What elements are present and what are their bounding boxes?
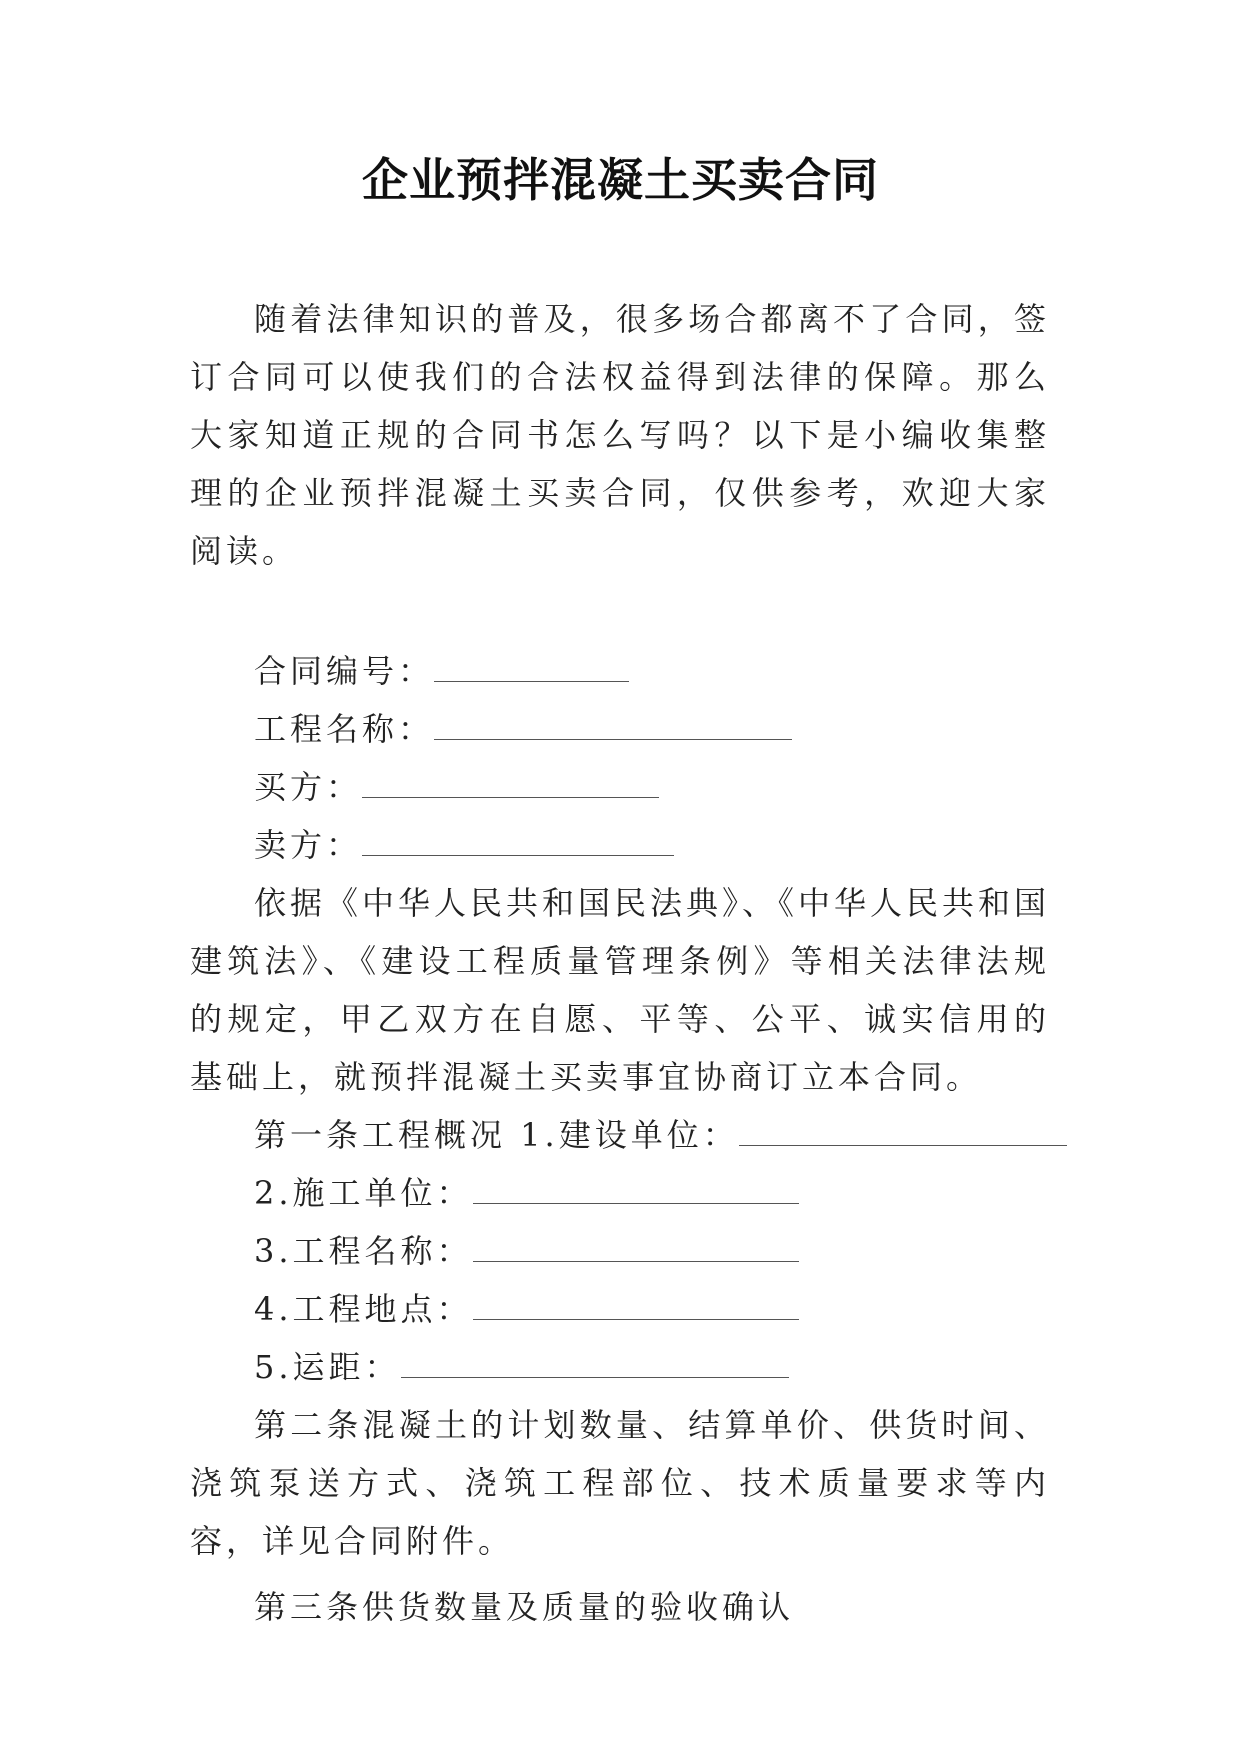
intro-paragraph: 随着法律知识的普及，很多场合都离不了合同，签订合同可以使我们的合法权益得到法律的保障。那么大家知道正规的合同书怎么写吗？以下是小编收集整理的企业预拌混凝土买卖合同，仅供参考，欢迎大家阅读。 bbox=[190, 300, 1050, 570]
article1-heading: 第一条工程概况 1.建设单位： bbox=[254, 1116, 739, 1154]
seller-field bbox=[190, 816, 1050, 874]
contract-number-blank[interactable] bbox=[434, 659, 629, 682]
construction-unit-blank[interactable] bbox=[739, 1123, 1067, 1146]
spacer bbox=[190, 580, 1050, 642]
article3-heading: 第三条供货数量及质量的验收确认 bbox=[254, 1588, 795, 1626]
article1-project-name-blank[interactable] bbox=[473, 1239, 799, 1262]
document-title: 企业预拌混凝土买卖合同 bbox=[362, 153, 879, 207]
project-name-field bbox=[190, 700, 1050, 758]
project-location-blank[interactable] bbox=[473, 1297, 799, 1320]
article2-paragraph: 第二条混凝土的计划数量、结算单价、供货时间、浇筑泵送方式、浇筑工程部位、技术质量要求等内容，详见合同附件。 bbox=[190, 1406, 1050, 1560]
transport-distance-blank[interactable] bbox=[401, 1355, 789, 1378]
article1-item-field bbox=[190, 1164, 1050, 1222]
article1-heading-field bbox=[190, 1106, 1050, 1164]
project-name-label: 工程名称： bbox=[254, 710, 435, 748]
contract-number-label: 合同编号： bbox=[254, 652, 435, 690]
article1-item-field bbox=[190, 1222, 1050, 1280]
article1-item-field bbox=[190, 1280, 1050, 1338]
project-name-blank[interactable] bbox=[434, 717, 792, 740]
seller-blank[interactable] bbox=[362, 833, 674, 856]
article1-item-label: 3.工程名称： bbox=[254, 1232, 473, 1270]
article1-item-label: 5.运距： bbox=[254, 1348, 401, 1386]
contract-number-field bbox=[190, 642, 1050, 700]
legal-basis-paragraph: 依据《中华人民共和国民法典》、《中华人民共和国建筑法》、《建设工程质量管理条例》等相关法律法规的规定，甲乙双方在自愿、平等、公平、诚实信用的基础上，就预拌混凝土买卖事宜协商订立本合同。 bbox=[190, 884, 1051, 1096]
article1-item-label: 2.施工单位： bbox=[254, 1174, 473, 1212]
seller-label: 卖方： bbox=[254, 826, 363, 864]
document-body bbox=[190, 290, 1050, 1636]
buyer-field bbox=[190, 758, 1050, 816]
buyer-blank[interactable] bbox=[362, 775, 659, 798]
contractor-unit-blank[interactable] bbox=[473, 1181, 799, 1204]
article1-item-label: 4.工程地点： bbox=[254, 1290, 473, 1328]
article1-item-field bbox=[190, 1338, 1050, 1396]
buyer-label: 买方： bbox=[254, 768, 363, 806]
